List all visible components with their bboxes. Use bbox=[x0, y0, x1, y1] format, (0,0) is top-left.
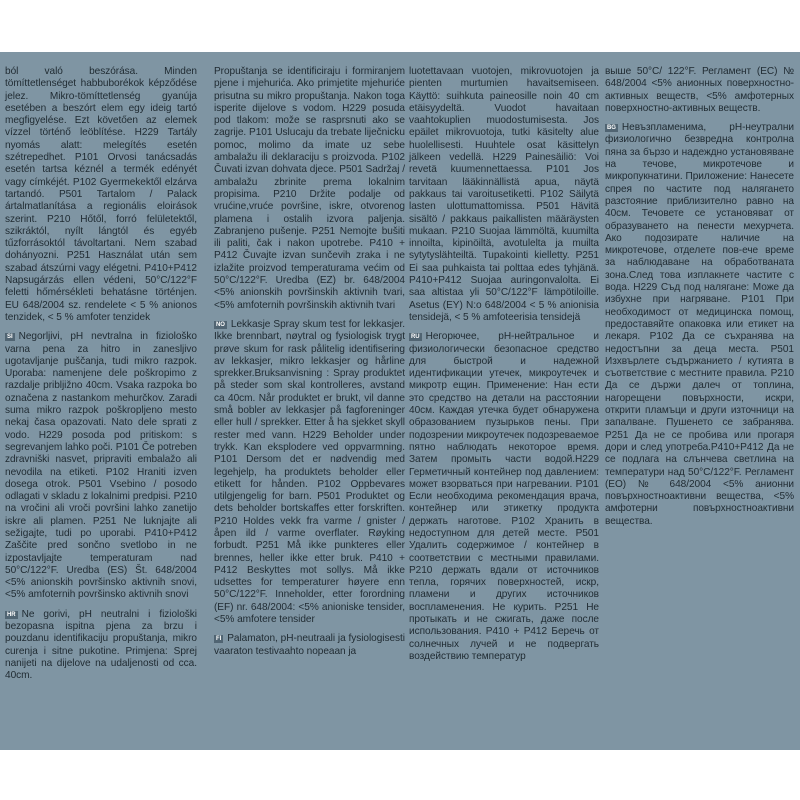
paragraph-text: Palamaton, pH-neutraali ja fysiologisesti vaaraton testivaahto nopeaan ja bbox=[214, 633, 405, 657]
paragraph-bg bbox=[605, 122, 794, 528]
text-column-1 bbox=[5, 66, 197, 690]
language-tag-bg: BG bbox=[607, 125, 616, 132]
text-column-3 bbox=[409, 66, 599, 670]
paragraph-text: luotettavaan vuotojen, mikrovuotojen ja pienten murtumien havaitsemiseen. Käyttö: suihkuta paineosille noin 40 cm etäisyydeltä. Vuodot havaitaan vaahtokuplien muodostumisesta. Jos epäilet mikrovuotoja, tutki käsitelty alue huolellisesti. Huuhtele osat käsittelyn jälkeen vedellä. H229 Painesäiliö: Voi revetä kuumennettaessa. P101 Jos tarvitaan lääkinnällistä apua, näytä pakkaus tai varoitusetiketti. P102 Säilytä lasten ulottumattomissa. P501 Hävitä sisältö / pakkaus paikallisten määräysten mukaan. P210 Suojaa lämmöltä, kuumilta innoilta, kipinöiltä, avotulelta ja muilta sytytyslähteiltä. Tupakointi kielletty. P251 Ei saa puhkaista tai polttaa edes tyhjänä. P410+P412 Suojaa auringonvalolta. Ei saa altistaa yli 50°C/122°F lämpötiloille. Asetus (EY) N:o 648/2004 < 5 % anionisia tensidejä, < 5 % amfoteerisia tensidejä bbox=[409, 66, 599, 323]
paragraph-text: Lekkasje Spray skum test for lekkasjer. Ikke brennbart, nøytral og fysiologisk trygt prøve skum for rask pålitelig identifisering av lekkasjer, mikro lekkasjer og hårline sprekker.Bruksanvisning : Spray produktet på steder som skal kontrolleres, avstand ca 40cm. Når produktet er brukt, vil danne små bobler av lekkasjer på fagforeninger eller hull / sprekker. Etter å ha sjekket skyll rester med vann. H229 Beholder under trykk. Kan eksplodere ved oppvarmning. P101 Dersom det er nødvendig med legehjelp, ha produktets beholder eller etikett for hånden. P102 Oppbevares utilgjengelig for barn. P501 Produktet og dets beholder bortskaffes etter forskriften. P210 Holdes vekk fra varme / gnister / åpen ild / varme overflater. Røyking forbudt. P251 Må ikke punkteres eller brennes, heller ikke etter bruk. P410 + P412 Beskyttes mot sollys. Må ikke udsettes for temperaturer høyere enn 50°C/122°F. Inneholder, etter forordning (EF) nr. 648/2004: <5% anioniske tensider, <5% amfotere tensider bbox=[214, 318, 405, 626]
instruction-text-panel bbox=[0, 52, 800, 750]
text-column-4 bbox=[605, 66, 794, 535]
paragraph-no bbox=[214, 319, 405, 626]
paragraph-text: ból való beszórása. Minden tömíttetlenséget habbuborékok képződése jelez. Mikro-tömíttetlenség gyanúja esetében a beszórt elem egy ideig tartó megfigyelése. Ezt követően az elemek vízzel történő leöblítése. H229 Tartály nyomás alatt: melegítés esetén szétrepedhet. P101 Orvosi tanácsadás esetén tartsa kéznél a termék edényét vagy címkéjét. P102 Gyermekektől elzárva tartandó. P501 Tartalom / Palack ártalmatlanítása a regionális eloirások szerint. P210 Hőtől, forró felületektől, szikráktól, nyílt lángtól és egyéb tűzforrásoktól távoltartani. Nem szabad dohányozni. P251 Használat után sem szabad átszúrni vagy elégetni. P410+P412 Napsugárzás ellen védeni, 50°C/122°F feletti hőmérsékleti behatásne történjen. EU 648/2004 sz. rendelete < 5 % anionos tenzidek, < 5 % amfoter tenzidek bbox=[5, 66, 197, 323]
paragraph-hr-cont bbox=[214, 66, 405, 312]
paragraph-ru bbox=[409, 331, 599, 663]
paragraph-ru-cont bbox=[605, 66, 794, 115]
language-tag-ru: RU bbox=[411, 334, 420, 341]
text-column-2 bbox=[214, 66, 405, 665]
paragraph-text: Негорючее, pH-нейтральное и физиологически безопасное средство для быстрой и надежной идентификации утечек, микроутечек и микротр ещин. Применение: Нан ести это средство на детали на расстоянии 40см. Каждая утечка будет обнаружена образованием пузырьков пены. При подозрении микроутечек подозреваемое пятно наблюдать некоторое время. Затем промыть части водой.H229 Герметичный контейнер под давлением: может взорваться при нагревании. P101 Если необходима рекомендация врача, контейнер или этикетку продукта держать наготове. P102 Хранить в недоступном для детей месте. P501 Удалить содержимое / контейнер в соответствии с местными правилами. P210 держать вдали от источников тепла, горячих поверхностей, искр, пламени и других источников воспламенения. Не курить. P251 Не протыкать и не сжигать, даже после использования. P410 + P412 Беречь от солнечных лучей и не подвергать воздействию температур bbox=[409, 331, 599, 662]
paragraph-text: Propuštanja se identificiraju i formiranjem pjene i mjehurića. Ako primjetite mjehuriće prisutna su mikro propuštanja. Nakon toga isperite dijelove s vodom. H229 posuda pod tlakom: može se rasprsnuti ako se zagrije. P101 Uslucaju da trebate liječnicku pomoc, molimo da imate uz sebe ambalažu ili deklaraciju s proizvoda. P102 Čuvati izvan dohvata djece. P501 Sadržaj / ambalažu zbrinite prema lokalnim propisima. P210 Držite podalje od vrućine,vruće površine, iskre, otvorenog plamena i ostalih izvora paljenja. Zabranjeno pušenje. P251 Nemojte bušiti ili paliti, čak i nakon upotrebe. P410 + P412 Čuvajte izvan sunčevih zraka i ne izlažite proizvod temperaturama većim od 50°C/122°F. Uredba (EZ) br. 648/2004 <5% anionskih površinskih aktivnih tvari, <5% amfoternih površinskih aktivnih tvari bbox=[214, 66, 405, 311]
paragraph-text: Невъзпламенима, pH-неутрални физиологично безвредна контролна пяна за бързо и надеждно установяване на течове, микротечове и микропукнатини. Приложение: Нанесете спрея по частите под налягането разстояние приблизително равно на 40см. Течовете се установяват от образуването на пенести мехурчета. Ако подозирате наличие на микротечове, отделете пов-ече време за наблюдаване на обработваната зона.След това изплакнете частите с вода. H229 Съд под налягане: Може да избухне при нагряване. P101 При необходимост от медицинска помощ, предоставяйте опаковка или етикет на лекаря. P102 Да се съхранява на недостъпни за деца места. P501 Изхвърлете съдържанието / кутията в съответствие с местните правила. P210 Да се държи далеч от топлина, нагорещени повърхности, искри, открити пламъци и други източници на запалване. Пушенето се забранява. P251 Да не се пробива или прогаря дори и след употреба.P410+P412 Да не се подлага на слънчева светлина на температури над 50°C/122°F. Регламент (ЕО) № 648/2004 <5% анионни повърхностноактивни вещества, <5% амфотерни повърхностноактивни вещества. bbox=[605, 122, 794, 527]
paragraph-hr bbox=[5, 609, 197, 683]
language-tag-no: NO bbox=[216, 321, 225, 328]
language-tag-fi: FI bbox=[216, 636, 222, 643]
paragraph-hu-cont bbox=[5, 66, 197, 324]
language-tag-hr: HR bbox=[7, 611, 16, 618]
paragraph-fi-cont bbox=[409, 66, 599, 324]
paragraph-text: выше 50°C/ 122°F. Регламент (ЕС) № 648/2004 <5% анионных поверхностно-активных веществ, <5% амфотерных поверхностно-активных веществ. bbox=[605, 66, 794, 114]
language-tag-si: SI bbox=[7, 334, 13, 341]
paragraph-text: Ne gorivi, pH neutralni i fiziološki bezopasna ispitna pjena za brzu i pouzdanu identifikaciju propuštanja, mikro curenja i sitne pukotine. Primjena: Sprej nanijeti na dijelove na udaljenosti od cca. 40cm. bbox=[5, 608, 197, 682]
paragraph-fi bbox=[214, 633, 405, 658]
paragraph-si bbox=[5, 331, 197, 602]
paragraph-text: Negorljivi, pH nevtralna in fiziološko varna pena za hitro in zanesljivo ugotavljanje puščanja, tudi mikro razpok. Uporaba: namenjene dele poškropimo z razdalje pribljižno 40cm. Vsaka razpoka bo označena z nastankom mehurčkov. Zaradi suma mikro razpok poškropljeno mesto nekaj časa opazovati. Nato dele sprati z vodo. H229 posoda pod pritiskom: s segrevanjem lahko poči. P101 Če potreben zdravniški nasvet, pripraviti embalažo ali nevodila na etiketi. P102 Hraniti izven dosega otrok. P501 Vsebino / posodo odlagati v skladu z lokalnimi predpisi. P210 na vročini ali vroči površini lahko zanetijo iskre ali plamen. P251 Ne luknjajte ali sežigajte, tudi po uporabi. P410+P412 Zaščite pred sončno svetlobo in ne izpostavljajte temperaturam nad 50°C/122°F. Uredba (ES) Št. 648/2004 <5% anionskih površinsko aktivnih snovi, <5% amfoternih površinsko aktivnih snovi bbox=[5, 331, 197, 601]
